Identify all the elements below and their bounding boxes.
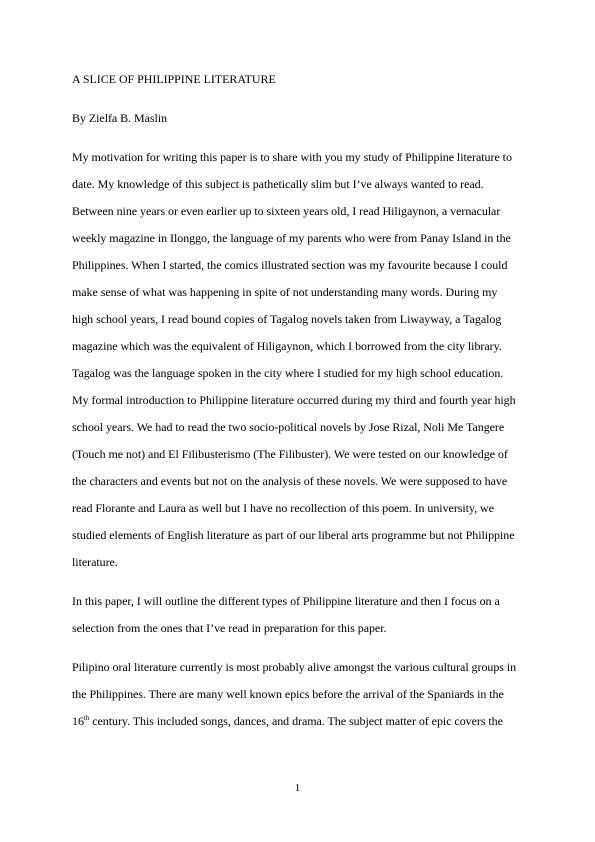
text-line: school years. We had to read the two socio-political novels by Jose Rizal, Noli Me Tangere bbox=[72, 420, 505, 434]
text-line: make sense of what was happening in spite of not understanding many words. During my bbox=[72, 285, 498, 299]
text-line: Philippines. When I started, the comics illustrated section was my favourite because I could bbox=[72, 258, 508, 272]
text-line: read Florante and Laura as well but I have no recollection of this poem. In university, we bbox=[72, 501, 494, 515]
text-line: My formal introduction to Philippine literature occurred during my third and fourth year high bbox=[72, 393, 516, 407]
document-title: A SLICE OF PHILIPPINE LITERATURE bbox=[72, 72, 276, 86]
text-line: Tagalog was the language spoken in the city where I studied for my high school education. bbox=[72, 366, 504, 380]
text-line-rest: century. This included songs, dances, and drama. The subject matter of epic covers the bbox=[89, 714, 503, 728]
text-line: (Touch me not) and El Filibusterismo (The Filibuster). We were tested on our knowledge of bbox=[72, 447, 508, 461]
text-line bbox=[72, 714, 503, 728]
text-line: Between nine years or even earlier up to sixteen years old, I read Hiligaynon, a vernacular bbox=[72, 204, 501, 218]
text-line: date. My knowledge of this subject is pathetically slim but I’ve always wanted to read. bbox=[72, 177, 484, 191]
text-line: magazine which was the equivalent of Hiligaynon, which I borrowed from the city library. bbox=[72, 339, 502, 353]
text-line: Pilipino oral literature currently is most probably alive amongst the various cultural groups in bbox=[72, 660, 517, 674]
century-number: 16 bbox=[72, 714, 84, 728]
text-line: the Philippines. There are many well known epics before the arrival of the Spaniards in the bbox=[72, 687, 504, 701]
text-line: In this paper, I will outline the different types of Philippine literature and then I focus on a bbox=[72, 594, 500, 608]
text-line: weekly magazine in Ilonggo, the language of my parents who were from Panay Island in the bbox=[72, 231, 511, 245]
text-line: studied elements of English literature as part of our liberal arts programme but not Philippine bbox=[72, 528, 515, 542]
text-line: the characters and events but not on the analysis of these novels. We were supposed to have bbox=[72, 474, 508, 488]
page-number: 1 bbox=[294, 782, 301, 794]
text-line: My motivation for writing this paper is to share with you my study of Philippine literature to bbox=[72, 150, 512, 164]
text-line: selection from the ones that I’ve read in preparation for this paper. bbox=[72, 621, 387, 635]
text-line: literature. bbox=[72, 555, 118, 569]
author-byline: By Zielfa B. Maslin bbox=[72, 111, 168, 125]
text-line: high school years, I read bound copies of Tagalog novels taken from Liwayway, a Tagalog bbox=[72, 312, 502, 326]
ordinal-suffix: th bbox=[83, 714, 90, 722]
